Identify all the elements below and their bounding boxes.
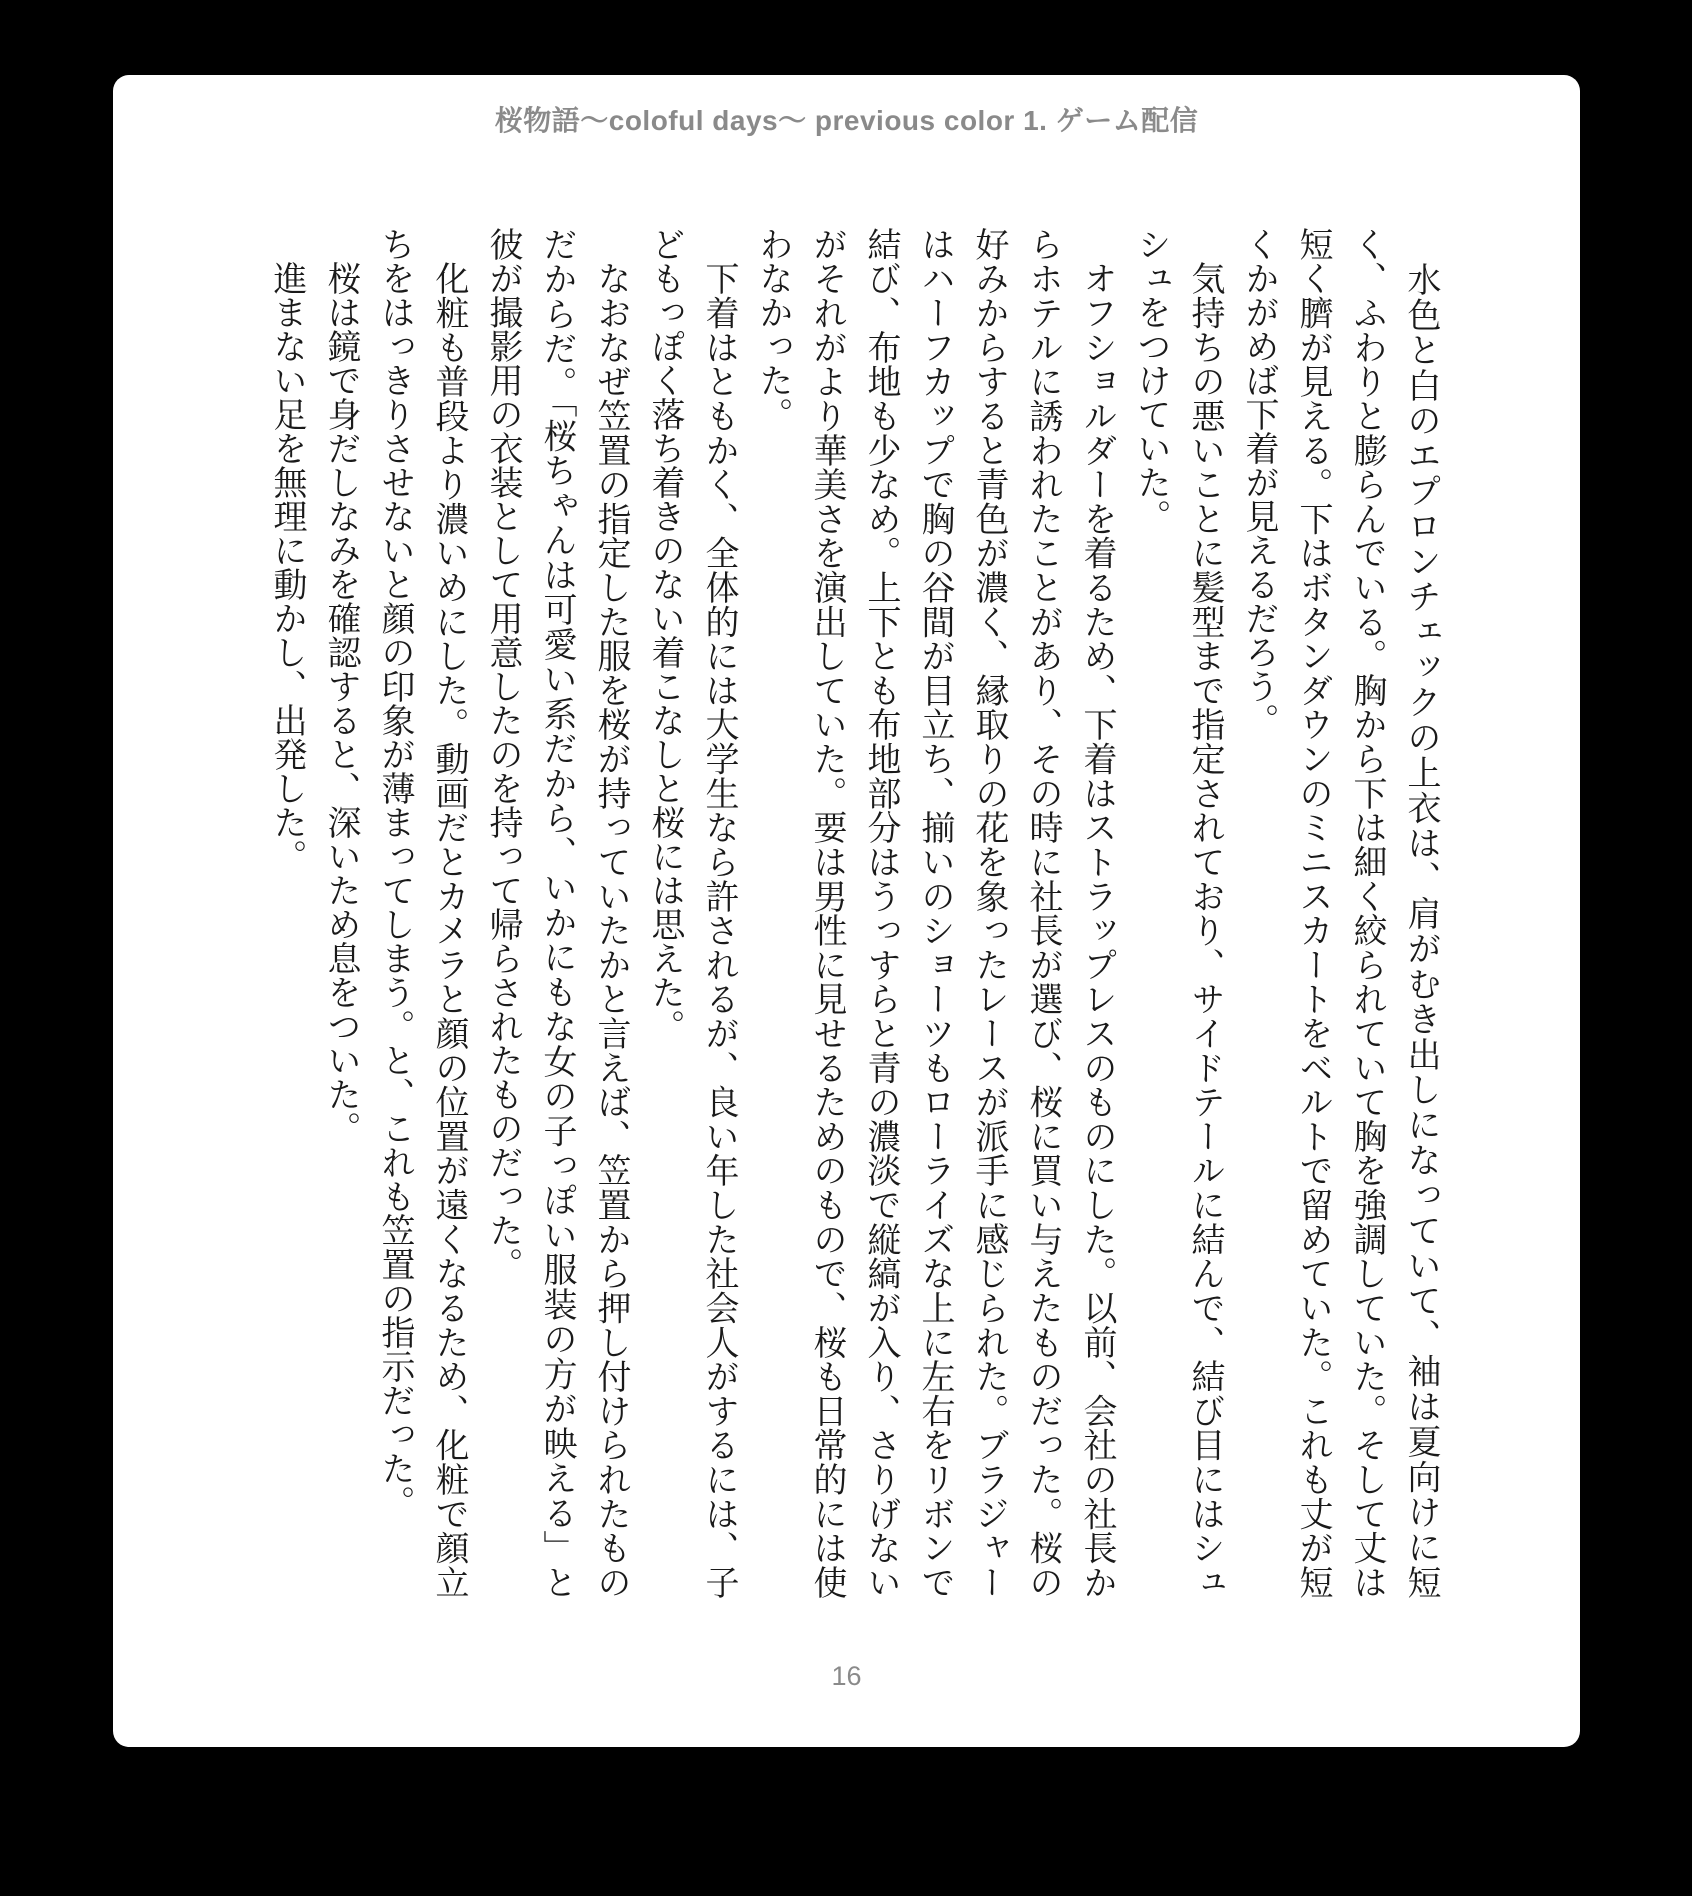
- text-line: オフショルダーを着るため、下着はストラップレスのものにした。以前、会社の社長か: [1078, 227, 1115, 1599]
- text-line: わなかった。: [754, 227, 791, 431]
- text-line: がそれがより華美さを演出していた。要は男性に見せるためのもので、桜も日常的には使: [808, 227, 845, 1599]
- text-line: 短く臍が見える。下はボタンダウンのミニスカートをベルトで留めていた。これも丈が短: [1294, 227, 1331, 1599]
- text-line: 下着はともかく、全体的には大学生なら許されるが、良い年した社会人がするには、子: [700, 227, 737, 1599]
- text-line: 化粧も普段より濃いめにした。動画だとカメラと顔の位置が遠くなるため、化粧で顔立: [430, 227, 467, 1600]
- text-line: 気持ちの悪いことに髪型まで指定されており、サイドテールに結んで、結び目にはシュ: [1186, 227, 1223, 1599]
- chapter-title: 桜物語〜coloful days〜 previous color 1. ゲーム配信: [494, 105, 1199, 136]
- text-line: 好みからすると青色が濃く、縁取りの花を象ったレースが派手に感じられた。ブラジャー: [970, 227, 1007, 1599]
- text-line: く、ふわりと膨らんでいる。胸から下は細く絞られていて胸を強調していた。そして丈は: [1348, 227, 1385, 1599]
- text-line: 水色と白のエプロンチェックの上衣は、肩がむき出しになっていて、袖は夏向けに短: [1402, 227, 1439, 1599]
- text-line: ちをはっきりさせないと顔の印象が薄まってしまう。と、これも笠置の指示だった。: [376, 227, 413, 1519]
- vertical-text-body: [259, 227, 1447, 1599]
- text-line: はハーフカップで胸の谷間が目立ち、揃いのショーツもローライズな上に左右をリボンで: [916, 227, 953, 1599]
- text-line: 結び、布地も少なめ。上下とも布地部分はうっすらと青の濃淡で縦縞が入り、さりげない: [862, 227, 899, 1599]
- text-line: どもっぽく落ち着きのない着こなしと桜には思えた。: [646, 227, 683, 1043]
- text-line: らホテルに誘われたことがあり、その時に社長が選び、桜に買い与えたものだった。桜の: [1024, 227, 1061, 1599]
- text-line: くかがめば下着が見えるだろう。: [1240, 227, 1277, 737]
- text-line: 桜は鏡で身だしなみを確認すると、深いため息をついた。: [322, 227, 359, 1145]
- text-line: シュをつけていた。: [1132, 227, 1169, 533]
- book-page[interactable]: [113, 75, 1580, 1747]
- text-line: だからだ。「桜ちゃんは可愛い系だから、いかにもな女の子っぽい服装の方が映える」と: [538, 227, 575, 1599]
- page-number: 16: [831, 1661, 862, 1691]
- text-line: 彼が撮影用の衣装として用意したのを持って帰らされたものだった。: [484, 227, 521, 1281]
- text-line: 進まない足を無理に動かし、出発した。: [268, 227, 305, 873]
- text-line: なおなぜ笠置の指定した服を桜が持っていたかと言えば、笠置から押し付けられたもの: [592, 227, 629, 1599]
